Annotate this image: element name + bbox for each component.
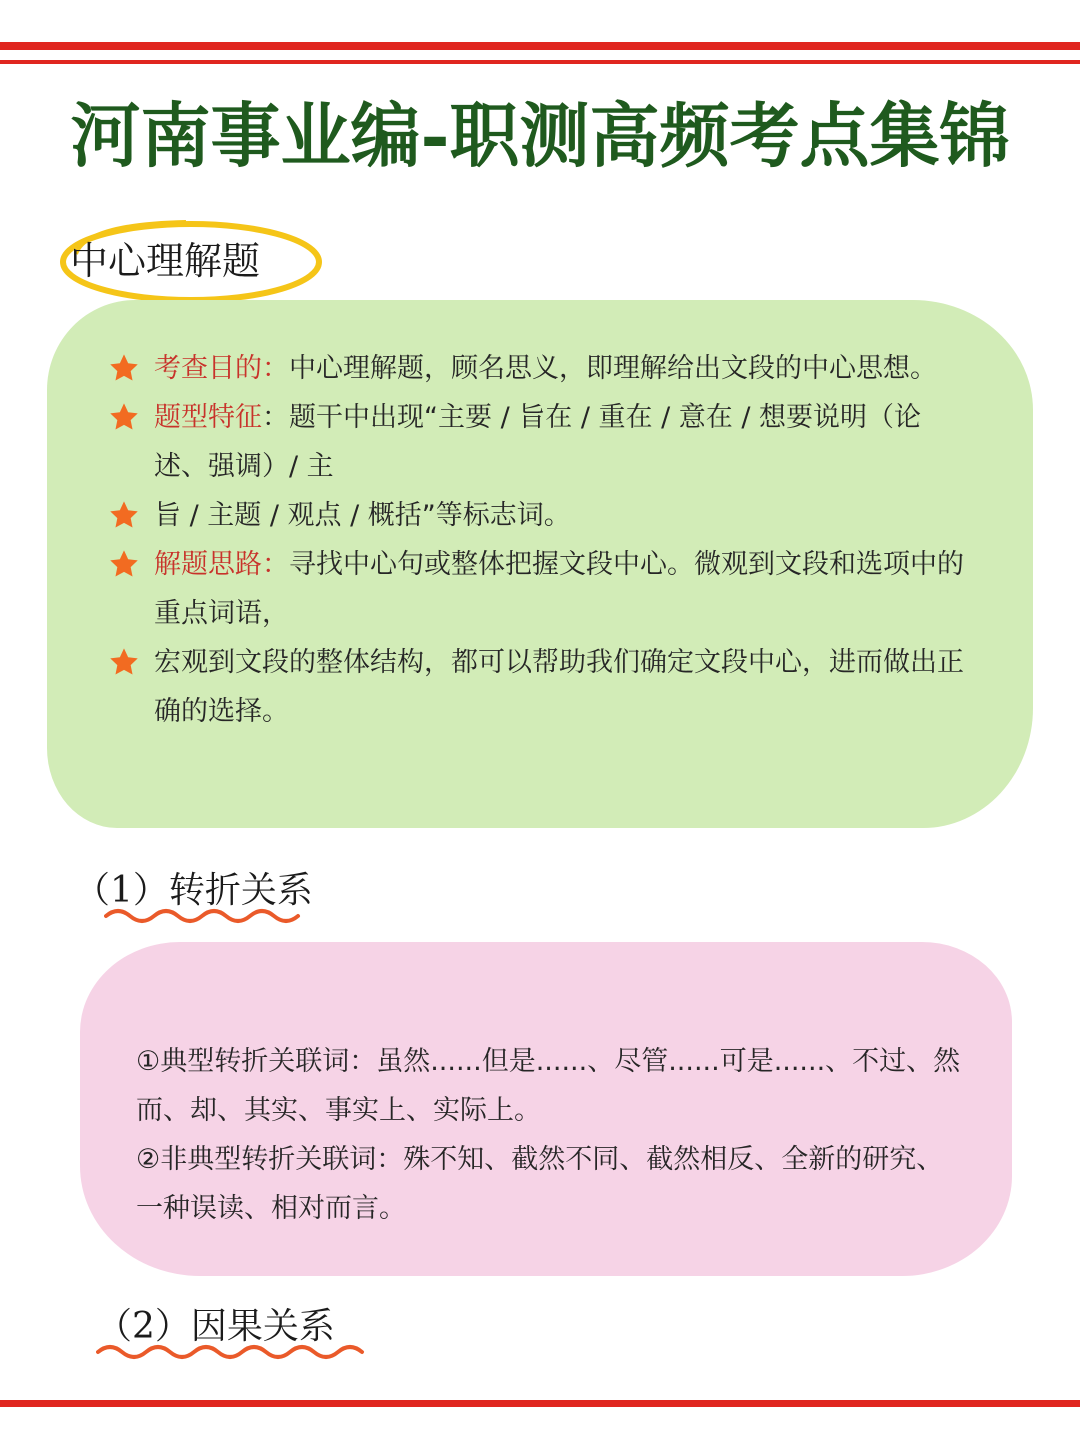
top-stripe-thick	[0, 42, 1080, 50]
star-icon	[108, 352, 140, 384]
page-title: 河南事业编-职测高频考点集锦	[70, 94, 1010, 177]
bullet-key: 题型特征	[154, 402, 262, 433]
bullet-text: 寻找中心句或整体把握文段中心。微观到文段和选项中的重点词语，	[154, 549, 964, 629]
bullet-list	[108, 344, 968, 736]
star-icon	[108, 401, 140, 433]
bullet-key: 考查目的：	[154, 353, 289, 384]
bullet-purpose	[108, 344, 968, 393]
bullet-text: 旨 / 主题 / 观点 / 概括”等标志词。	[154, 500, 571, 531]
section-label-causal: （2）因果关系	[96, 1306, 335, 1347]
star-icon	[108, 499, 140, 531]
section-label-transition: （1）转折关系	[74, 870, 313, 911]
bottom-stripe	[0, 1400, 1080, 1407]
bullet-features-cont	[108, 491, 968, 540]
bullet-text: ：题干中出现“主要 / 旨在 / 重在 / 意在 / 想要说明（论述、强调）/ 主	[154, 402, 922, 482]
typical-transition-words: ①典型转折关联词：虽然......但是......、尽管......可是......、不过、然而、却、其实、事实上、实际上。	[136, 1046, 961, 1126]
bullet-text: 宏观到文段的整体结构，都可以帮助我们确定文段中心，进而做出正确的选择。	[154, 647, 964, 727]
bullet-approach-cont	[108, 638, 968, 736]
atypical-transition-words: ②非典型转折关联词：殊不知、截然不同、截然相反、全新的研究、一种误读、相对而言。	[136, 1144, 944, 1224]
star-icon	[108, 548, 140, 580]
star-icon	[108, 646, 140, 678]
bullet-approach	[108, 540, 968, 638]
section-label-main: 中心理解题	[70, 239, 261, 283]
transition-words	[136, 1037, 966, 1233]
wavy-underline	[104, 904, 304, 928]
wavy-underline	[96, 1340, 376, 1364]
top-stripe-thin	[0, 60, 1080, 64]
bullet-key: 解题思路：	[154, 549, 289, 580]
bullet-text: 中心理解题，顾名思义，即理解给出文段的中心思想。	[289, 353, 937, 384]
bullet-features	[108, 393, 968, 491]
